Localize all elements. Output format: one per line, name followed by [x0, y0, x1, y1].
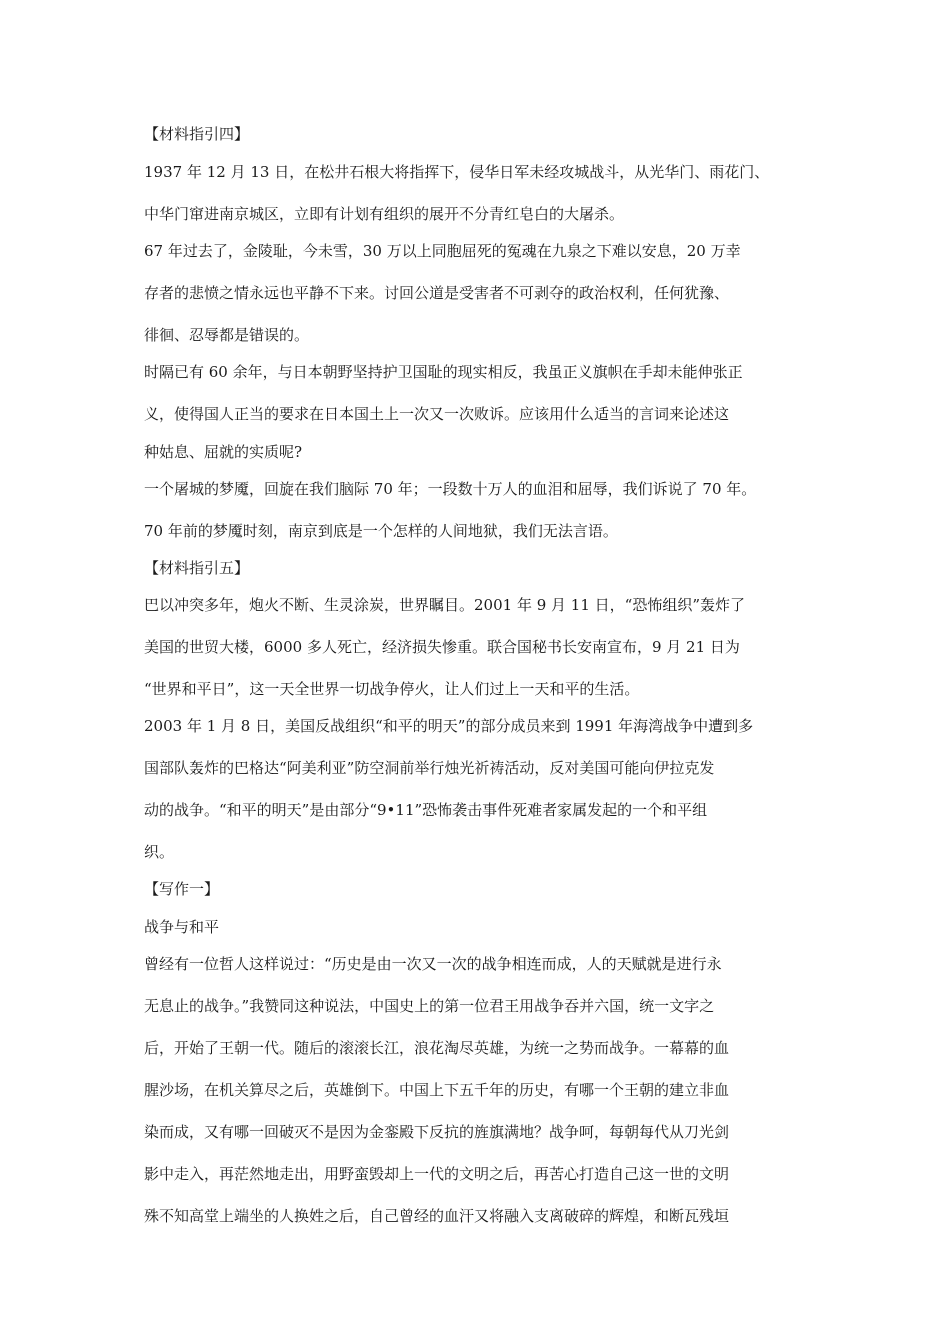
text-line: 影中走入，再茫然地走出，用野蛮毁却上一代的文明之后，再苦心打造自己这一世的文明 [144, 1165, 730, 1183]
text-line: 国部队轰炸的巴格达“阿美利亚”防空洞前举行烛光祈祷活动，反对美国可能向伊拉克发 [144, 759, 715, 777]
text-line: 存者的悲愤之情永远也平静不下来。讨回公道是受害者不可剥夺的政治权利，任何犹豫、 [144, 284, 730, 302]
text-line: 美国的世贸大楼，6000 多人死亡，经济损失惨重。联合国秘书长安南宣布，9 月 21 日为 [144, 638, 740, 656]
text-line: 【材料指引四】 [144, 125, 250, 143]
text-line: 1937 年 12 月 13 日，在松井石根大将指挥下，侵华日军未经攻城战斗，从光华门、雨花门、 [144, 163, 770, 181]
text-line: 后，开始了王朝一代。随后的滚滚长江，浪花淘尽英雄，为统一之势而战争。一幕幕的血 [144, 1039, 730, 1057]
text-line: 2003 年 1 月 8 日，美国反战组织“和平的明天”的部分成员来到 1991 年海湾战争中遭到多 [144, 717, 754, 735]
text-line: 徘徊、忍辱都是错误的。 [144, 326, 310, 344]
text-line: 战争与和平 [144, 918, 220, 936]
text-line: 曾经有一位哲人这样说过：“历史是由一次又一次的战争相连而成，人的天赋就是进行永 [144, 955, 722, 973]
text-line: 巴以冲突多年，炮火不断、生灵涂炭，世界瞩目。2001 年 9 月 11 日，“恐怖组织”轰炸了 [144, 596, 745, 614]
text-line: 无息止的战争。”我赞同这种说法，中国史上的第一位君王用战争吞并六国，统一文字之 [144, 997, 715, 1015]
text-line: 67 年过去了，金陵耻，今未雪，30 万以上同胞屈死的冤魂在九泉之下难以安息，20 万幸 [144, 242, 741, 260]
text-line: 动的战争。“和平的明天”是由部分“9•11”恐怖袭击事件死难者家属发起的一个和平组 [144, 801, 708, 819]
text-line: 染而成，又有哪一回破灭不是因为金銮殿下反抗的旌旗满地？战争呵，每朝每代从刀光剑 [144, 1123, 730, 1141]
text-line: 殊不知高堂上端坐的人换姓之后，自己曾经的血汗又将融入支离破碎的辉煌，和断瓦残垣 [144, 1207, 730, 1225]
text-line: 腥沙场，在机关算尽之后，英雄倒下。中国上下五千年的历史，有哪一个王朝的建立非血 [144, 1081, 730, 1099]
text-line: 时隔已有 60 余年，与日本朝野坚持护卫国耻的现实相反，我虽正义旗帜在手却未能伸张正 [144, 363, 743, 381]
text-line: 【写作一】 [144, 880, 220, 898]
text-line: 织。 [144, 843, 175, 861]
text-line: 义，使得国人正当的要求在日本国土上一次又一次败诉。应该用什么适当的言词来论述这 [144, 405, 730, 423]
text-line: 中华门窜进南京城区，立即有计划有组织的展开不分青红皂白的大屠杀。 [144, 205, 625, 223]
text-line: 70 年前的梦魇时刻，南京到底是一个怎样的人间地狱，我们无法言语。 [144, 522, 618, 540]
text-line: 种姑息、屈就的实质呢? [144, 443, 303, 461]
text-line: 【材料指引五】 [144, 559, 250, 577]
text-line: 一个屠城的梦魇，回旋在我们脑际 70 年；一段数十万人的血泪和屈辱，我们诉说了 70 年。 [144, 480, 757, 498]
text-line: “世界和平日”，这一天全世界一切战争停火，让人们过上一天和平的生活。 [144, 680, 640, 698]
